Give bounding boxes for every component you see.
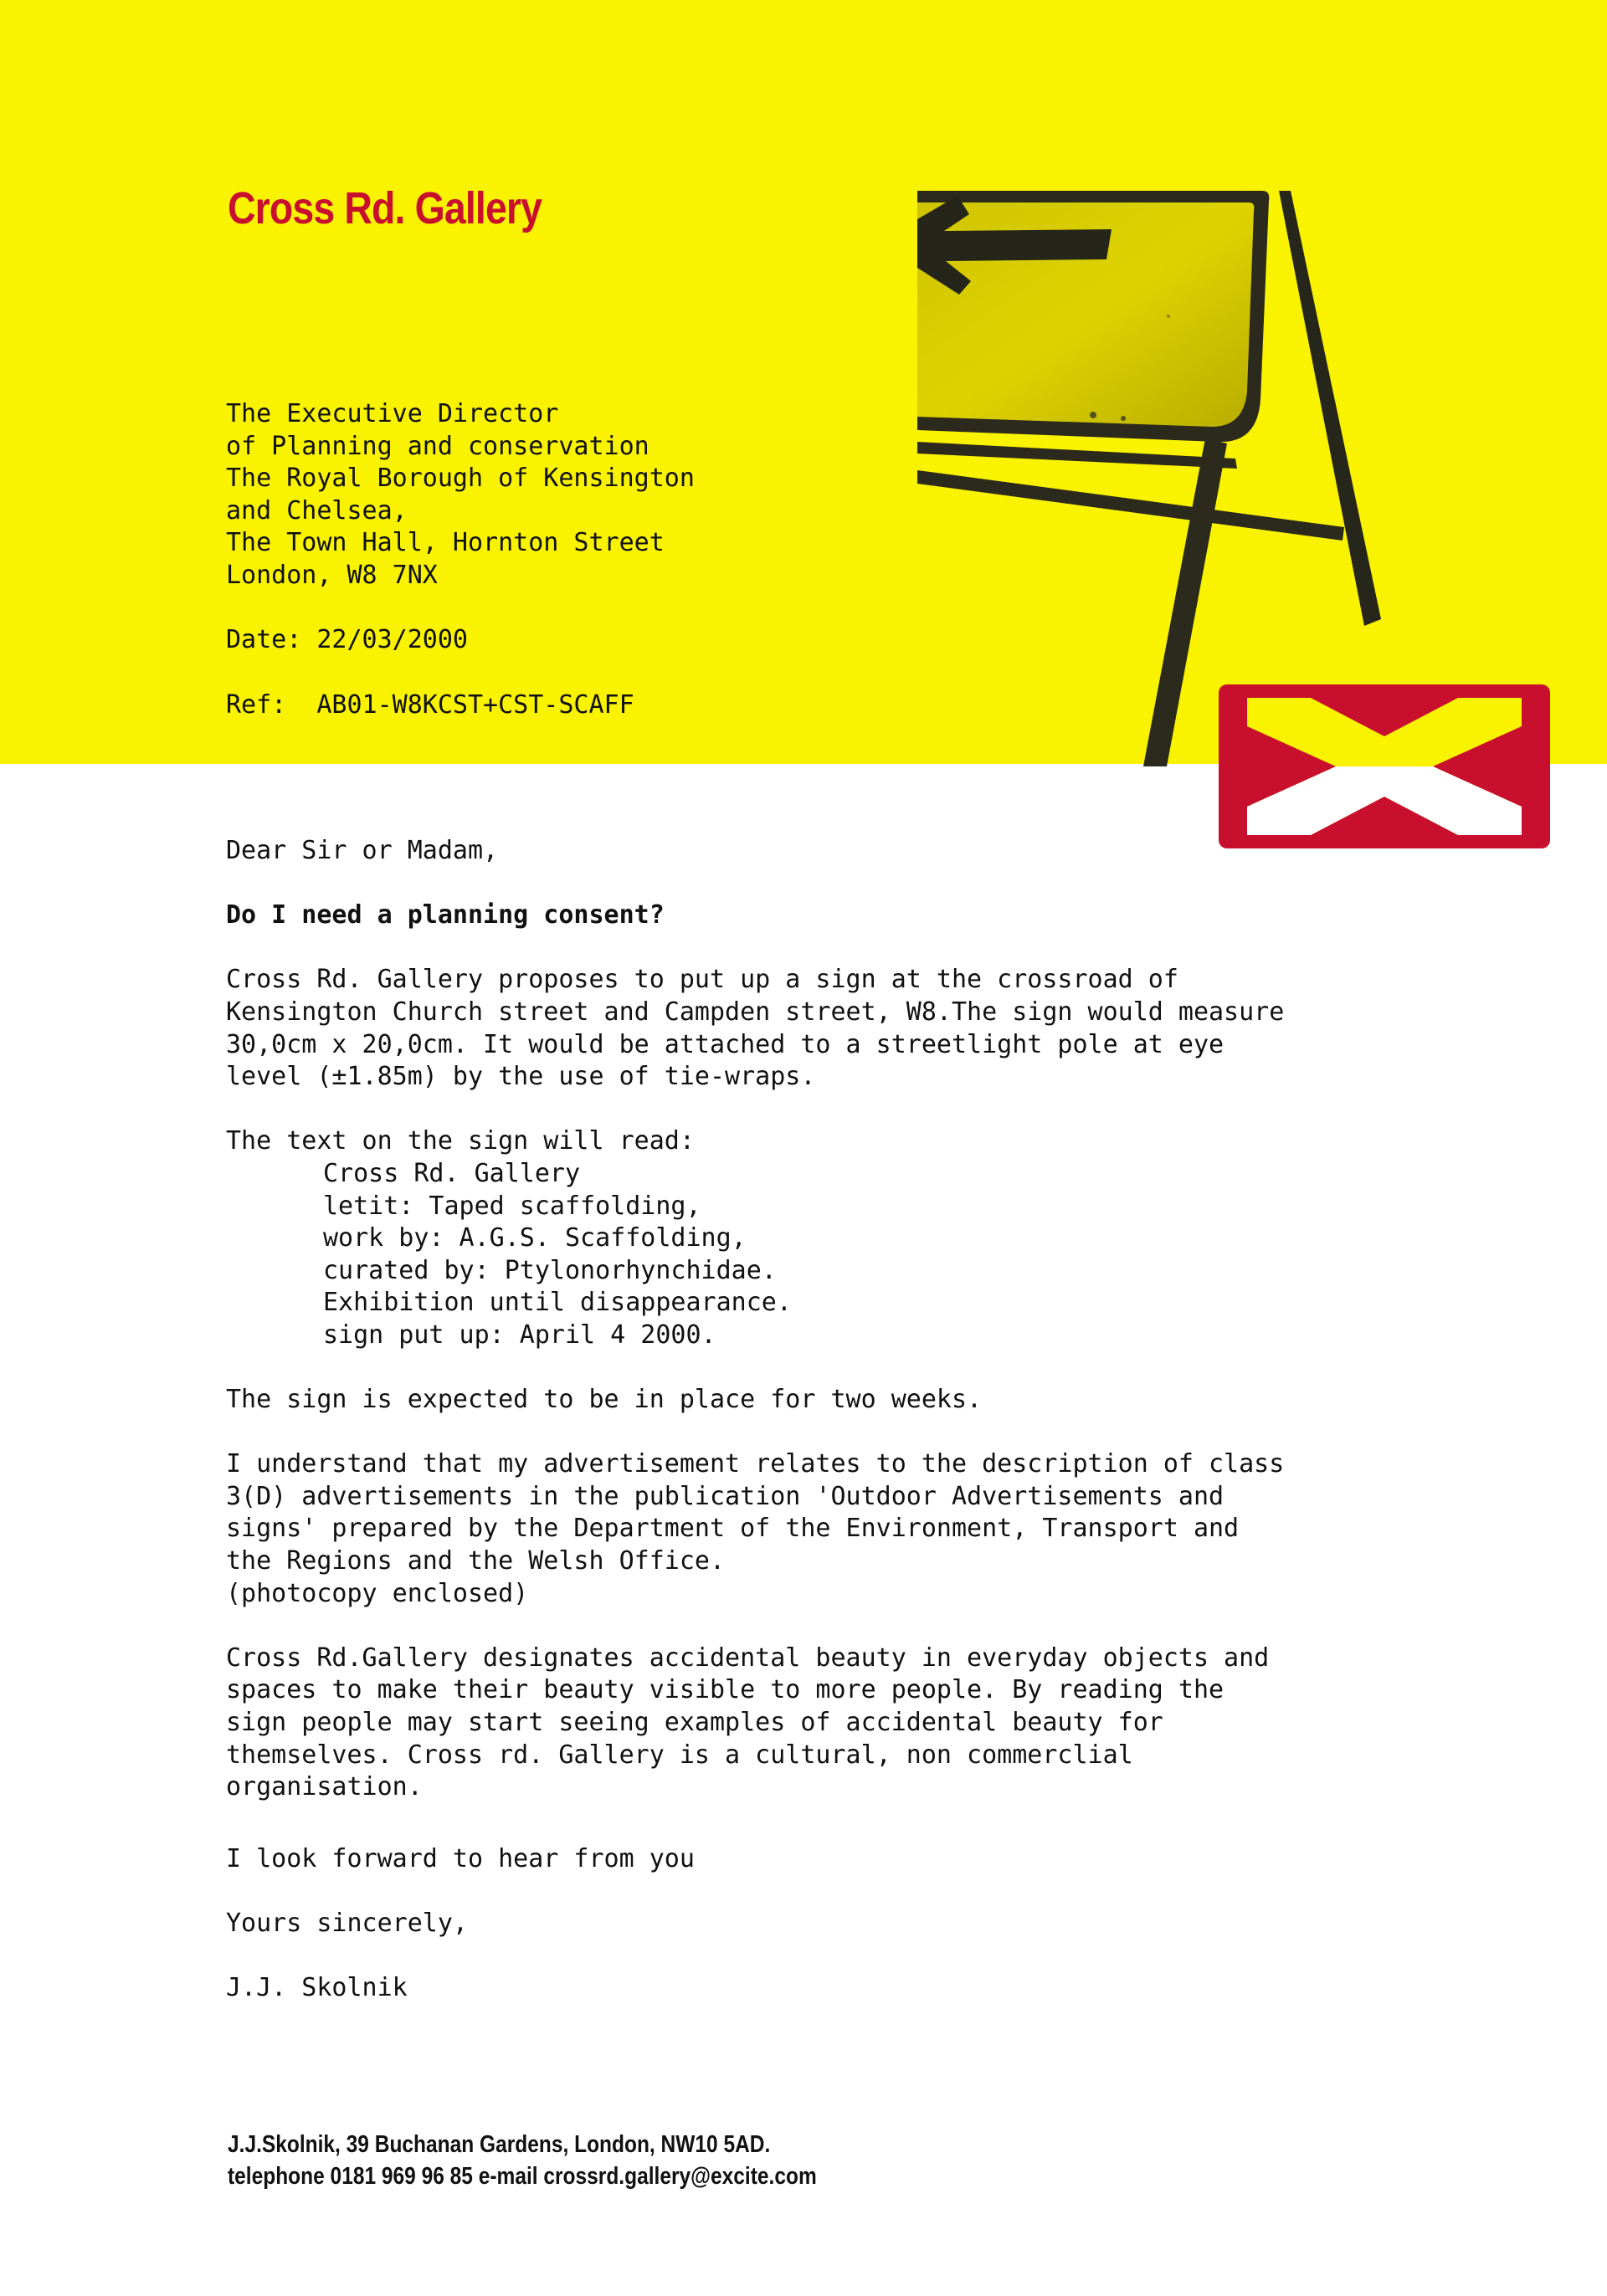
recipient-address <box>226 398 695 592</box>
address-line: The Executive Director <box>226 399 559 428</box>
paragraph-line: Kensington Church street and Campden street, W8.The sign would measure <box>226 997 1285 1027</box>
closing-line: I look forward to hear from you <box>226 1843 695 1873</box>
footer-contact <box>228 2129 817 2192</box>
address-line: of Planning and conservation <box>226 431 649 461</box>
a-frame-sign-photo-icon <box>917 191 1386 766</box>
letter-date: Date: 22/03/2000 <box>226 625 468 654</box>
sign-text-line: letit: Taped scaffolding, <box>323 1191 701 1221</box>
paragraph-line: themselves. Cross rd. Gallery is a cultural, non commerclial <box>226 1740 1133 1770</box>
subject-line: Do I need a planning consent? <box>226 900 665 930</box>
paragraph-line: (photocopy enclosed) <box>226 1578 529 1608</box>
gallery-title: Cross Rd. Gallery <box>228 183 542 233</box>
paragraph-line: Cross Rd.Gallery designates accidental beauty in everyday objects and <box>226 1643 1270 1673</box>
address-line: London, W8 7NX <box>226 560 438 590</box>
closing-line: Yours sincerely, <box>226 1909 468 1938</box>
sign-text-line: Exhibition until disappearance. <box>323 1288 792 1318</box>
paragraph-line: Cross Rd. Gallery proposes to put up a sign at the crossroad of <box>226 965 1178 995</box>
footer-address: J.J.Skolnik, 39 Buchanan Gardens, London, NW10 5AD. <box>228 2131 771 2158</box>
letter-body <box>226 835 1284 2005</box>
sign-intro: The text on the sign will read: <box>226 1126 695 1156</box>
paragraph-line: I understand that my advertisement relates to the description of class <box>226 1449 1285 1479</box>
sign-text-line: curated by: Ptylonorhynchidae. <box>323 1255 777 1285</box>
paragraph-line: 30,0cm x 20,0cm. It would be attached to a streetlight pole at eye <box>226 1029 1225 1059</box>
footer-contact-details: telephone 0181 969 96 85 e-mail crossrd.gallery@excite.com <box>228 2163 817 2190</box>
address-line: and Chelsea, <box>226 495 408 525</box>
sign-text-line: sign put up: April 4 2000. <box>323 1320 716 1350</box>
letter-reference: Ref: AB01-W8KCST+CST-SCAFF <box>226 690 634 720</box>
address-line: The Royal Borough of Kensington <box>226 464 695 494</box>
address-line: The Town Hall, Hornton Street <box>226 528 665 558</box>
paragraph-line: 3(D) advertisements in the publication 'Outdoor Advertisements and <box>226 1481 1225 1511</box>
paragraph-line: sign people may start seeing examples of accidental beauty for <box>226 1708 1163 1738</box>
paragraph-line: organisation. <box>226 1772 423 1802</box>
paragraph-line: spaces to make their beauty visible to more people. By reading the <box>226 1675 1225 1705</box>
salutation: Dear Sir or Madam, <box>226 836 499 865</box>
paragraph-line: level (±1.85m) by the use of tie-wraps. <box>226 1062 816 1092</box>
paragraph-line: signs' prepared by the Department of the Environment, Transport and <box>226 1514 1240 1544</box>
level-crossing-sign-icon <box>1219 684 1550 848</box>
sign-text-line: Cross Rd. Gallery <box>323 1158 581 1188</box>
signature: J.J. Skolnik <box>226 1973 408 2003</box>
sign-text-line: work by: A.G.S. Scaffolding, <box>323 1223 747 1253</box>
paragraph-line: The sign is expected to be in place for two weeks. <box>226 1385 983 1415</box>
paragraph-line: the Regions and the Welsh Office. <box>226 1546 726 1576</box>
